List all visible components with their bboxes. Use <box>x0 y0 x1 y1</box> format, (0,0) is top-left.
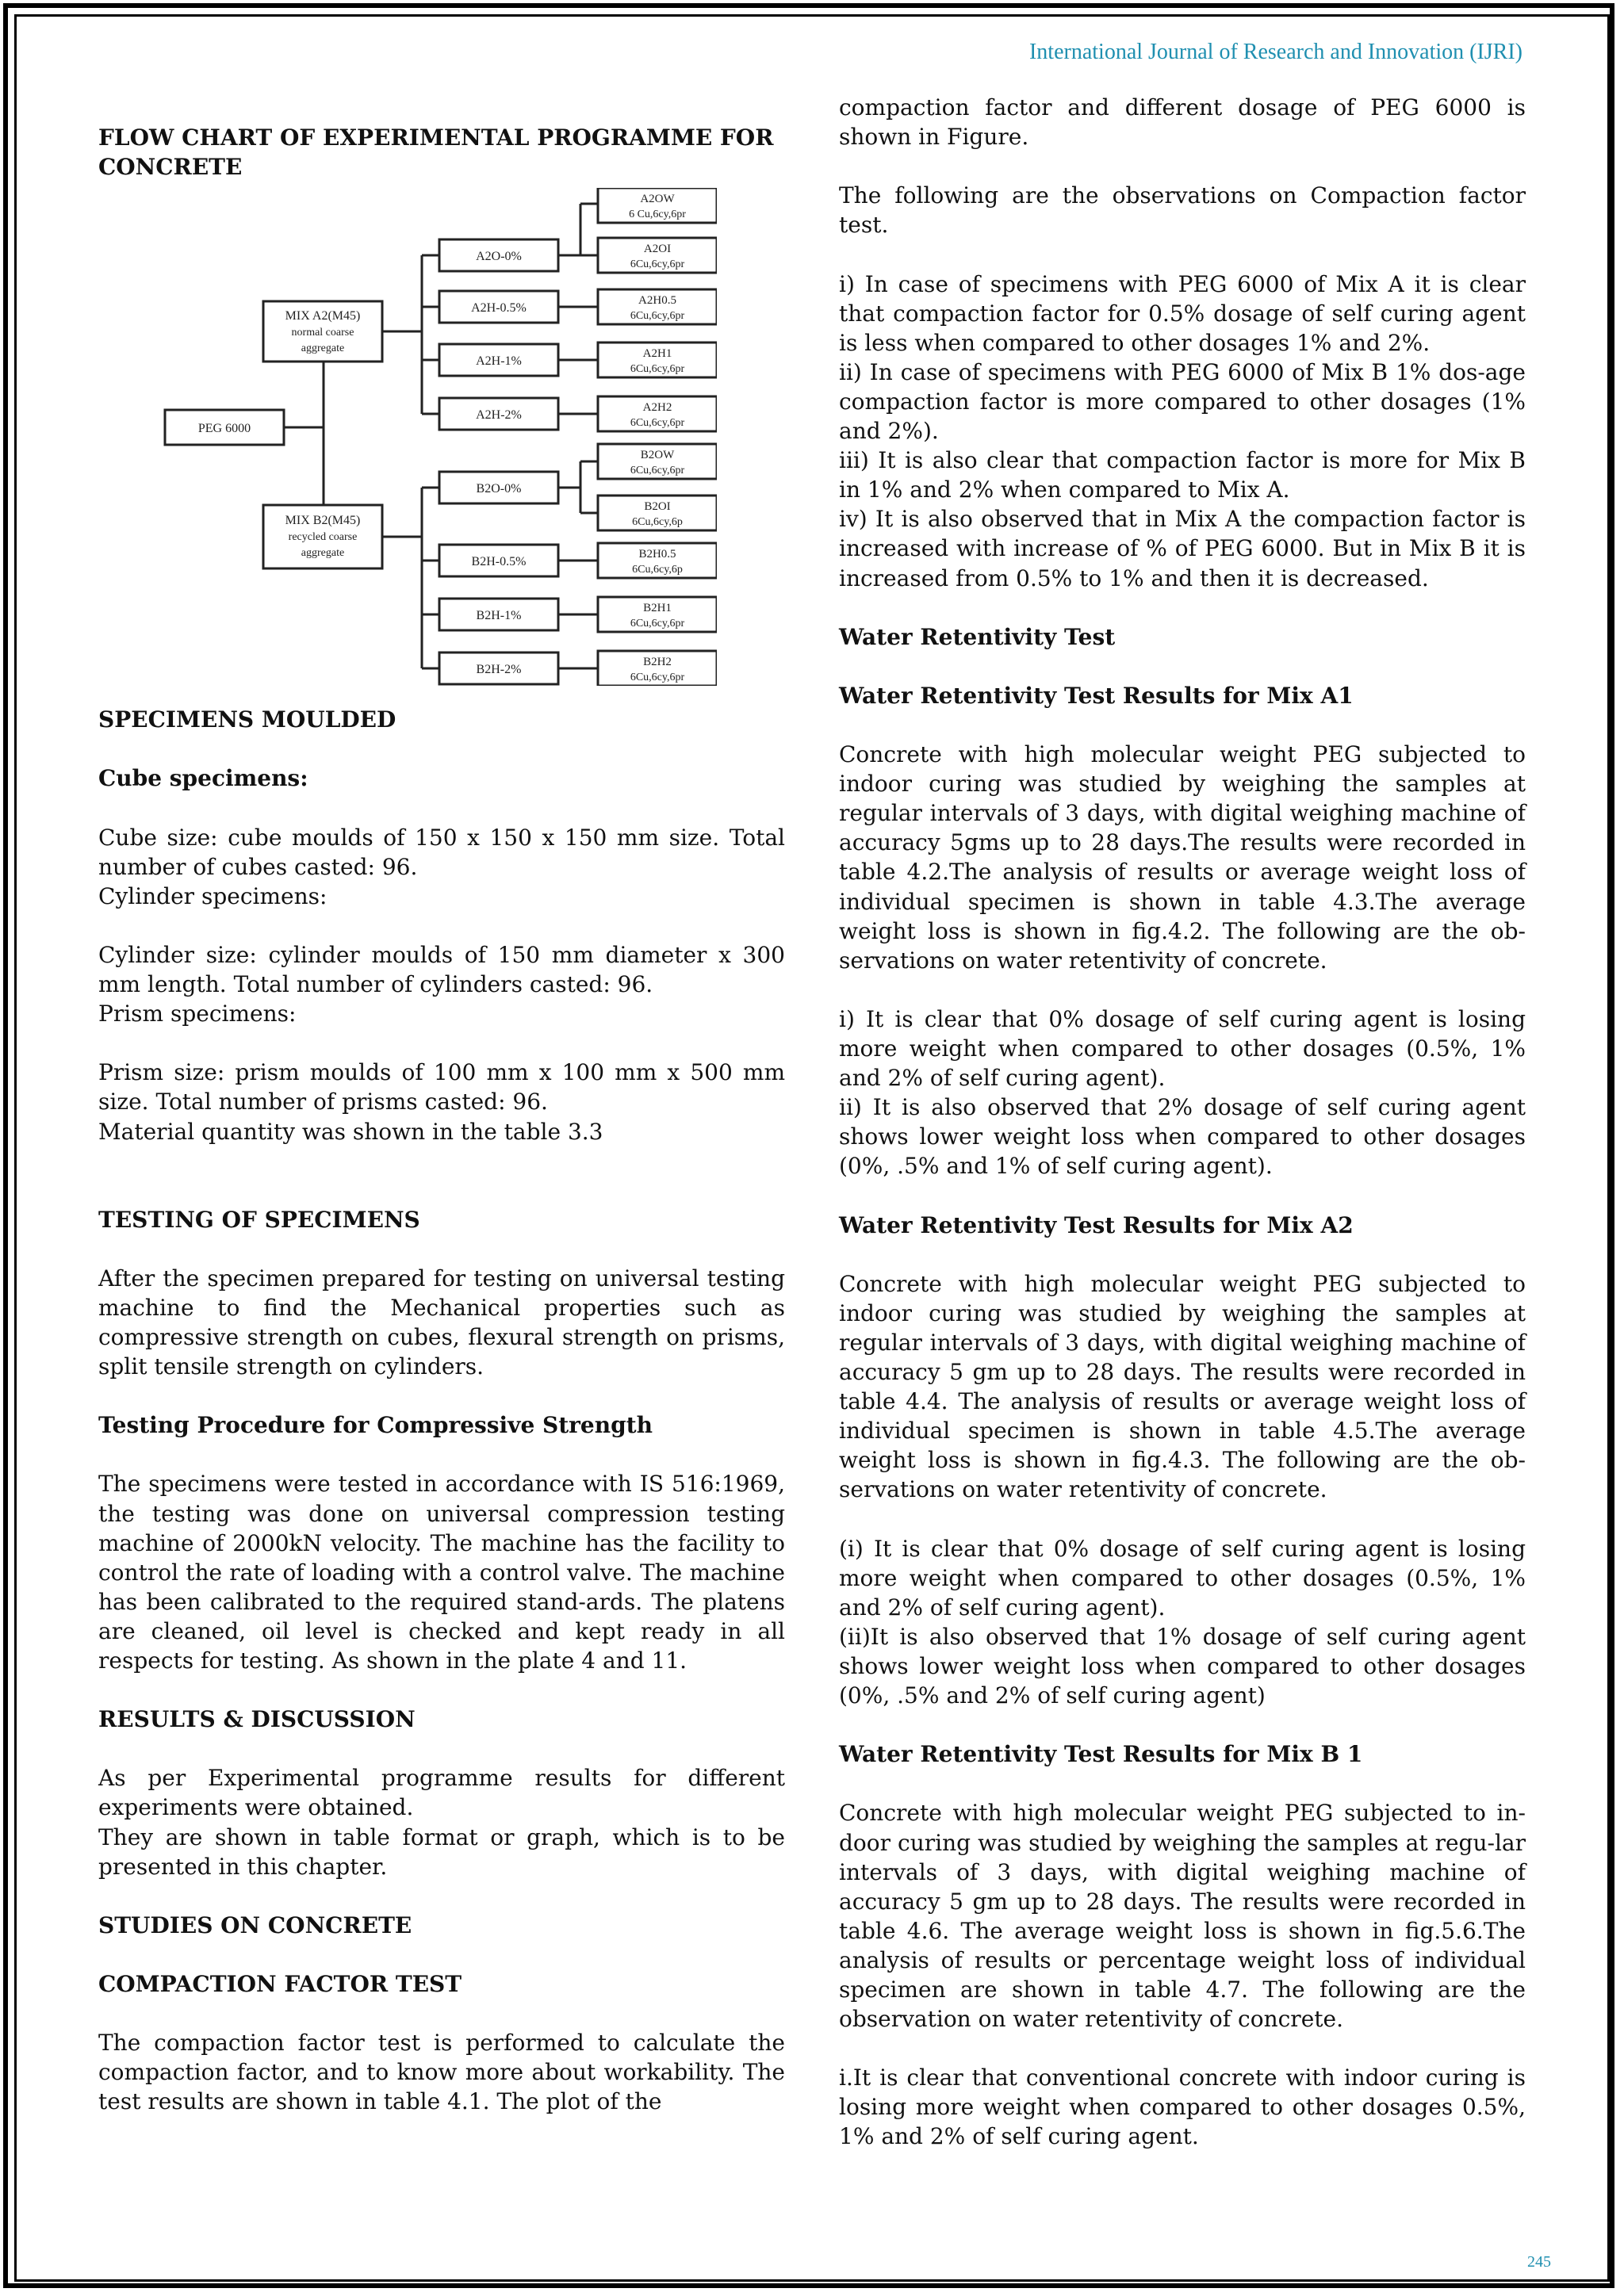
flowchart-b-leaf-spec: 6Cu,6cy,6pr <box>630 618 685 630</box>
mix-a1-observation: ii) It is also observed that 2% dosage of self curing agent shows lower weight loss when compared to other dosages (0%, .5% and 1% of self curing agent). <box>839 1094 1526 1180</box>
observation-item: ii) In case of specimens with PEG 6000 of Mix B 1% dos-age compaction factor is more compared to other dosages (1% and 2%). <box>839 358 1526 445</box>
flowchart-a-leaf-name: A2OW <box>640 193 675 206</box>
flowchart-a-mid-label: A2H-0.5% <box>471 301 527 316</box>
mix-a1-observation: i) It is clear that 0% dosage of self curing agent is losing more weight when compared to other dosages (0.5%, 1% and 2% of self curing agent). <box>839 1005 1526 1092</box>
procedure-text: The specimens were tested in accordance with IS 516:1969, the testing was done on universal compression testing machine of 2000kN velocity. The machine has the facility to control the rate of loading with a control valve. The machine has been calibrated to the required stand-ards. The platens are cleaned, oil level is checked and kept ready in all respects for testing. As shown in the plate 4 and 11. <box>98 1471 785 1674</box>
flowchart-b-mid-label: B2H-1% <box>476 609 522 623</box>
flowchart-b-leaf-spec: 6Cu,6cy,6pr <box>630 465 685 477</box>
mix-b1-text: Concrete with high molecular weight PEG subjected to in-door curing was studied by weighing the samples at regu-lar intervals of 3 days, with digital weighing machine of accuracy 5 gm up to 28 days. The results were recorded in table 4.6. The average weight loss is shown in fig.5.6.The analysis of results or percentage weight loss of individual specimen are shown in table 4.7. The following are the observation on water retentivity of concrete. <box>839 1800 1526 2033</box>
flowchart-mix-a-line: normal coarse <box>291 327 354 339</box>
flowchart-mix-a-line: aggregate <box>301 342 345 355</box>
observation-item: iv) It is also observed that in Mix A the compaction factor is increased with increase of % of PEG 6000. But in Mix B it is increased from 0.5% to 1% and then it is decreased. <box>839 506 1526 591</box>
flowchart-root-label: PEG 6000 <box>197 422 251 436</box>
cylinder-label: Cylinder specimens: <box>98 882 327 909</box>
subheading-procedure: Testing Procedure for Compressive Strength <box>98 1412 653 1439</box>
flowchart-a-leaf-spec: 6Cu,6cy,6pr <box>630 258 685 271</box>
flowchart-a-mid-label: A2H-1% <box>476 354 522 369</box>
flowchart-b-mid-label: B2O-0% <box>476 482 522 496</box>
flowchart-a-leaf-spec: 6 Cu,6cy,6pr <box>629 209 686 221</box>
testing-text: After the specimen prepared for testing on universal testing machine to find the Mechanical properties such as compressive strength on cubes, flexural strength on prisms, split tensile strength on cylinders. <box>98 1265 785 1380</box>
flowchart-a-leaf-spec: 6Cu,6cy,6pr <box>630 310 685 323</box>
prism-label: Prism specimens: <box>98 1001 297 1027</box>
flowchart-title: FLOW CHART OF EXPERIMENTAL PROGRAMME FOR CONCRETE <box>98 124 774 181</box>
journal-header: International Journal of Research and Innovation (IJRI) <box>1028 40 1522 64</box>
flowchart-b-leaf-name: B2OW <box>640 449 675 462</box>
flowchart-a-leaf-name: A2H0.5 <box>638 294 676 308</box>
flowchart-b-leaf-spec: 6Cu,6cy,6pr <box>630 672 685 684</box>
prism-text: Prism size: prism moulds of 100 mm x 100 mm x 500 mm size. Total number of prisms casted: 96. <box>98 1059 785 1115</box>
flowchart-mix-b-line: recycled coarse <box>288 531 358 544</box>
flowchart-a-mid-label: A2O-0% <box>476 250 522 264</box>
flowchart-mix-b-line: MIX B2(M45) <box>285 514 361 528</box>
observation-item: i) In case of specimens with PEG 6000 of Mix A it is clear that compaction factor for 0.5% dosage of self curing agent is less when compared to other dosages 1% and 2%. <box>839 270 1526 356</box>
results-text-2: They are shown in table format or graph, which is to be presented in this chapter. <box>98 1823 785 1880</box>
flowchart-b-leaf-name: B2H1 <box>643 602 672 615</box>
mix-a2-observation: (i) It is clear that 0% dosage of self curing agent is losing more weight when compared to other dosages (0.5%, 1% and 2% of self curing agent). <box>839 1535 1526 1621</box>
flowchart-b-leaf-name: B2OI <box>644 500 671 514</box>
section-heading-compaction: COMPACTION FACTOR TEST <box>98 1971 462 1998</box>
right-column <box>839 93 1526 2152</box>
mix-a1-text: Concrete with high molecular weight PEG subjected to indoor curing was studied by weighing the samples at regular intervals of 3 days, with digital weighing machine of accuracy 5gms up to 28 days.The results were recorded in table 4.2.The analysis of results or average weight loss of individual specimen is shown in table 4.3.The average weight loss is shown in fig.4.2. The following are the ob-servations on water retentivity of concrete. <box>839 741 1526 974</box>
flowchart-b-leaf-name: B2H0.5 <box>638 548 676 561</box>
page-number: 245 <box>1527 2253 1551 2271</box>
flowchart-a-leaf-name: A2H2 <box>642 401 672 415</box>
flowchart-b-leaf-spec: 6Cu,6cy,6p <box>632 516 683 529</box>
section-heading-studies: STUDIES ON CONCRETE <box>98 1911 412 1938</box>
compaction-continued-text: compaction factor and different dosage of PEG 6000 is shown in Figure. <box>839 94 1526 151</box>
mix-a2-observation: (ii)It is also observed that 1% dosage of self curing agent shows lower weight loss when compared to other dosages (0%, .5% and 2% of self curing agent) <box>839 1623 1526 1709</box>
section-heading-results: RESULTS & DISCUSSION <box>98 1706 416 1733</box>
flowchart-b-mid-label: B2H-0.5% <box>471 555 527 569</box>
flowchart-b-leaf-name: B2H2 <box>643 656 672 669</box>
flowchart-mix-b-line: aggregate <box>301 547 345 560</box>
flowchart-b-leaf-spec: 6Cu,6cy,6p <box>632 564 683 576</box>
cube-text: Cube size: cube moulds of 150 x 150 x 150 mm size. Total number of cubes casted: 96. <box>98 824 785 880</box>
flowchart-b-mid-label: B2H-2% <box>476 663 522 677</box>
flowchart <box>162 188 717 686</box>
left-column <box>98 94 785 2117</box>
section-heading-water-retentivity: Water Retentivity Test <box>839 623 1116 650</box>
flowchart-mix-a-line: MIX A2(M45) <box>285 309 361 323</box>
subheading-mix-b1: Water Retentivity Test Results for Mix B 1 <box>839 1741 1363 1768</box>
material-text: Material quantity was shown in the table 3.3 <box>98 1118 603 1145</box>
flowchart-a-mid-label: A2H-2% <box>476 408 522 423</box>
results-text-1: As per Experimental programme results for different experiments were obtained. <box>98 1765 785 1821</box>
mix-b1-observation: i.It is clear that conventional concrete with indoor curing is losing more weight when compared to other dosages 0.5%, 1% and 2% of self curing agent. <box>839 2064 1526 2150</box>
subheading-cube: Cube specimens: <box>98 765 308 792</box>
flowchart-a-leaf-spec: 6Cu,6cy,6pr <box>630 363 685 376</box>
section-heading-testing: TESTING OF SPECIMENS <box>98 1206 420 1233</box>
flowchart-a-leaf-spec: 6Cu,6cy,6pr <box>630 417 685 430</box>
observations-intro: The following are the observations on Compaction factor test. <box>839 182 1526 239</box>
flowchart-a-leaf-name: A2OI <box>643 243 672 256</box>
subheading-mix-a1: Water Retentivity Test Results for Mix A1 <box>839 682 1354 709</box>
flowchart-a-leaf-name: A2H1 <box>642 347 672 361</box>
observation-item: iii) It is also clear that compaction factor is more for Mix B in 1% and 2% when compared to Mix A. <box>839 447 1526 503</box>
compaction-text: The compaction factor test is performed to calculate the compaction factor, and to know more about workability. The test results are shown in table 4.1. The plot of the <box>98 2030 785 2115</box>
cylinder-text: Cylinder size: cylinder moulds of 150 mm diameter x 300 mm length. Total number of cylinders casted: 96. <box>98 941 785 998</box>
section-heading-specimens: SPECIMENS MOULDED <box>98 706 396 733</box>
subheading-mix-a2: Water Retentivity Test Results for Mix A2 <box>839 1211 1354 1238</box>
mix-a2-text: Concrete with high molecular weight PEG subjected to indoor curing was studied by weighing the samples at regular intervals of 3 days, with digital weighing machine of accuracy 5 gm up to 28 days. The results were recorded in table 4.4. The analysis of results or average weight loss of individual specimen is shown in table 4.5.The average weight loss is shown in fig.4.3. The following are the ob-servations on water retentivity of concrete. <box>839 1270 1526 1503</box>
